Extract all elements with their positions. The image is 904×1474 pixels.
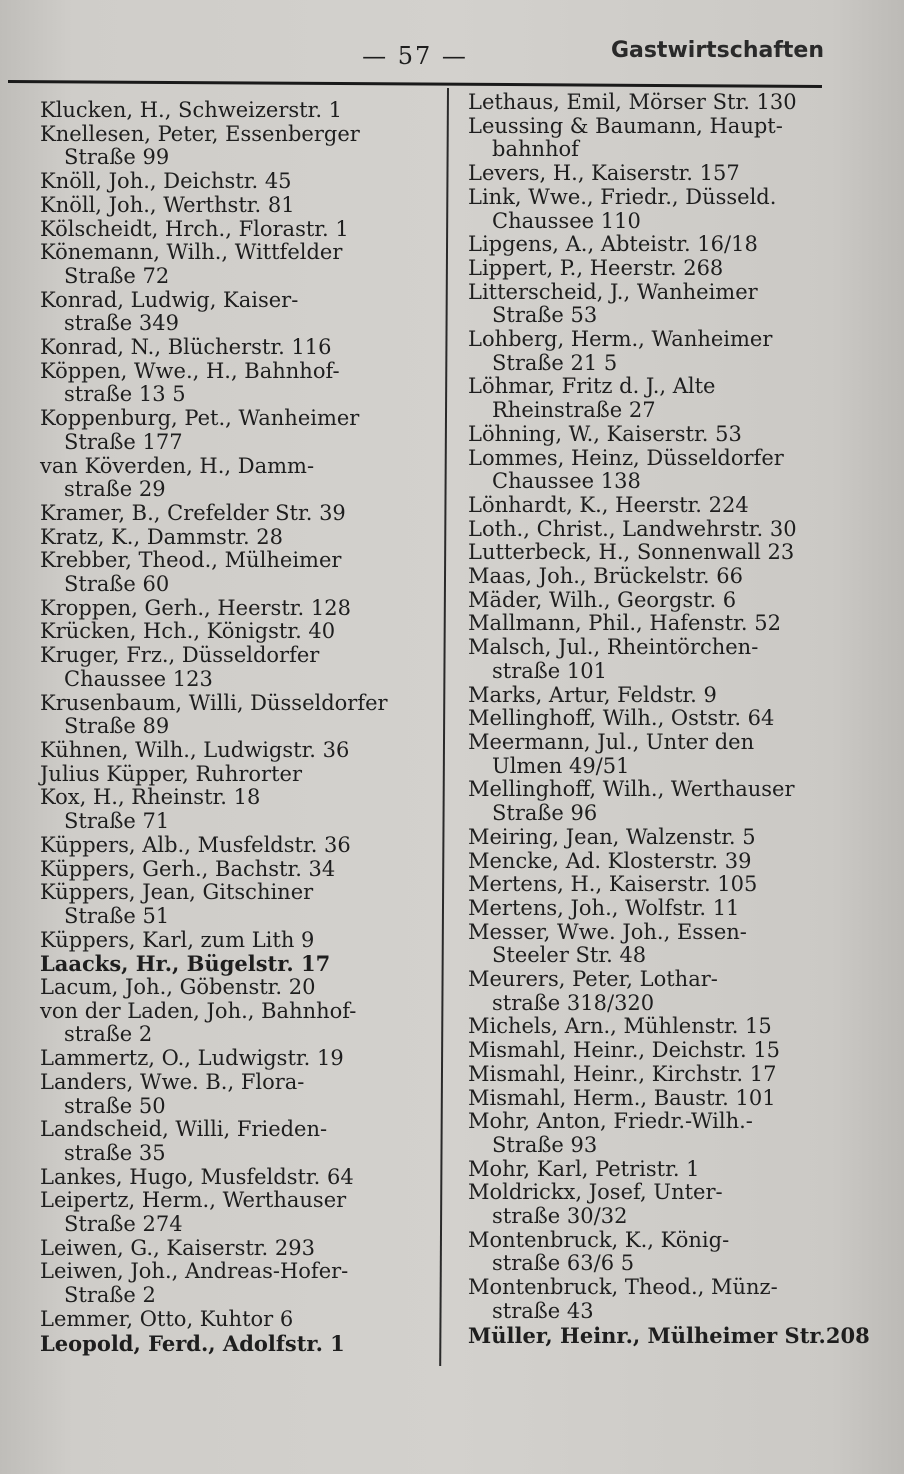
left-column [40,99,445,1355]
directory-entry-line: Konrad, N., Blücherstr. 116 [40,335,332,360]
entry-continuation-line: Straße 89 [64,714,170,739]
entry-continuation-line: straße 29 [64,477,166,502]
directory-entry-line: Mencke, Ad. Klosterstr. 39 [468,848,752,873]
entry-continuation-line: Straße 72 [64,263,170,288]
directory-entry-line: Litterscheid, J., Wanheimer [468,279,758,304]
directory-entry-line: von der Laden, Joh., Bahnhof- [40,998,357,1023]
directory-entry-line: Mohr, Anton, Friedr.-Wilh.- [468,1109,753,1134]
directory-entry-line: Moldrickx, Josef, Unter- [468,1180,723,1205]
directory-entry-line: Küppers, Karl, zum Lith 9 [40,927,315,952]
directory-entry-line: Landscheid, Willi, Frieden- [40,1117,328,1142]
directory-entry-line: Marks, Artur, Feldstr. 9 [468,682,717,707]
directory-entry-line: Leopold, Ferd., Adolfstr. 1 [40,1330,345,1356]
directory-entry-line: Krebber, Theod., Mülheimer [40,548,342,573]
directory-entry-line: Könemann, Wilh., Wittfelder [40,240,343,265]
directory-entry-line: Leipertz, Herm., Werthauser [40,1188,347,1213]
entry-continuation-line: Straße 2 [64,1283,156,1308]
directory-entry-line: Lönhardt, K., Heerstr. 224 [468,492,749,517]
entry-continuation-line: straße 349 [64,311,179,336]
directory-entry-line: Kroppen, Gerh., Heerstr. 128 [40,595,351,620]
directory-entry-line: Mismahl, Herm., Baustr. 101 [468,1085,776,1110]
directory-entry-line: Lipgens, A., Abteistr. 16/18 [468,232,758,257]
directory-entry-line: Koppenburg, Pet., Wanheimer [40,406,360,431]
directory-entry-line: Lohberg, Herm., Wanheimer [468,327,773,352]
entry-continuation-line: Steeler Str. 48 [492,943,647,968]
entry-continuation-line: Straße 274 [64,1212,183,1237]
right-column [468,91,868,1347]
directory-entry-line: Mismahl, Heinr., Deichstr. 15 [468,1038,781,1063]
entry-continuation-line: Straße 60 [64,572,170,597]
directory-entry-line: Kramer, B., Crefelder Str. 39 [40,500,346,525]
directory-entry-line: Mellinghoff, Wilh., Werthauser [468,777,795,802]
entry-continuation-line: straße 35 [64,1140,166,1165]
directory-entry-line: Klucken, H., Schweizerstr. 1 [40,98,343,122]
directory-entry-line: Lommes, Heinz, Düsseldorfer [468,445,784,470]
directory-entry-line: Maas, Joh., Brückelstr. 66 [468,564,743,589]
directory-entry-line: Leussing & Baumann, Haupt- [468,113,783,138]
directory-entry-line: Lammertz, O., Ludwigstr. 19 [40,1046,344,1071]
entry-continuation-line: Chaussee 138 [492,469,641,494]
directory-entry-line: Leiwen, Joh., Andreas-Hofer- [40,1259,349,1284]
directory-entry-line: Küppers, Alb., Musfeldstr. 36 [40,832,351,857]
directory-entry-line: Knöll, Joh., Deichstr. 45 [40,169,292,194]
entry-continuation-line: Straße 51 [64,903,170,928]
directory-entry-line: Mallmann, Phil., Hafenstr. 52 [468,611,781,636]
directory-entry-line: van Köverden, H., Damm- [40,453,315,478]
directory-entry-line: Lippert, P., Heerstr. 268 [468,255,724,280]
entry-continuation-line: Straße 177 [64,429,183,454]
directory-entry-line: Landers, Wwe. B., Flora- [40,1069,305,1094]
directory-entry-line: Leiwen, G., Kaiserstr. 293 [40,1235,315,1260]
directory-entry-line: Mismahl, Heinr., Kirchstr. 17 [468,1061,777,1086]
directory-entry-line: Meurers, Peter, Lothar- [468,967,718,992]
directory-entry-line: Mohr, Karl, Petristr. 1 [468,1156,700,1181]
entry-continuation-line: straße 63/6 5 [492,1251,635,1276]
entry-continuation-line: straße 101 [492,658,607,683]
directory-entry-line: Krücken, Hch., Königstr. 40 [40,619,336,644]
entry-continuation-line: Straße 93 [492,1132,598,1157]
directory-entry-line: Montenbruck, K., König- [468,1227,730,1252]
directory-entry-line: Löhmar, Fritz d. J., Alte [468,374,716,399]
directory-entry-line: Köppen, Wwe., H., Bahnhof- [40,358,340,383]
directory-entry-line: Laacks, Hr., Bügelstr. 17 [40,951,331,977]
directory-entry-line: Knellesen, Peter, Essenberger [40,121,360,146]
entry-continuation-line: Rheinstraße 27 [492,398,656,423]
entry-continuation-line: Chaussee 110 [492,208,641,233]
entry-continuation-line: Straße 21 5 [492,350,618,375]
directory-entry-line: Kölscheidt, Hrch., Florastr. 1 [40,216,349,241]
directory-entry-line: Lankes, Hugo, Musfeldstr. 64 [40,1164,354,1189]
directory-entry-line: Löhning, W., Kaiserstr. 53 [468,421,742,446]
directory-entry-line: Michels, Arn., Mühlenstr. 15 [468,1014,772,1039]
directory-entry-line: Müller, Heinr., Mülheimer Str.208 [468,1322,870,1348]
directory-entry-line: Mellinghoff, Wilh., Oststr. 64 [468,706,775,731]
entry-continuation-line: Straße 99 [64,145,170,170]
entry-continuation-line: straße 43 [492,1298,594,1323]
directory-entry-line: Mertens, H., Kaiserstr. 105 [468,872,758,897]
entry-continuation-line: Straße 96 [492,801,598,826]
header-rule [8,80,822,88]
section-heading: Gastwirtschaften [610,38,824,63]
directory-entry-line: Kruger, Frz., Düsseldorfer [40,643,320,668]
directory-entry-line: Kox, H., Rheinstr. 18 [40,785,261,810]
directory-entry-line: Lemmer, Otto, Kuhtor 6 [40,1306,294,1331]
entry-continuation-line: straße 30/32 [492,1204,628,1229]
entry-continuation-line: Chaussee 123 [64,666,213,691]
directory-entry-line: Mertens, Joh., Wolfstr. 11 [468,895,740,920]
directory-entry-line: Meiring, Jean, Walzenstr. 5 [468,824,756,849]
directory-entry-line: Küppers, Jean, Gitschiner [40,880,314,905]
entry-continuation-line: straße 13 5 [64,382,186,407]
directory-entry-line: Link, Wwe., Friedr., Düsseld. [468,184,777,209]
directory-entry-line: Kratz, K., Dammstr. 28 [40,524,284,549]
directory-entry-line: Montenbruck, Theod., Münz- [468,1275,778,1300]
directory-entry-line: Loth., Christ., Landwehrstr. 30 [468,516,797,541]
entry-continuation-line: Ulmen 49/51 [492,753,630,778]
directory-entry-line: Meermann, Jul., Unter den [468,729,755,754]
entry-continuation-line: straße 2 [64,1022,153,1047]
directory-entry-line: Mäder, Wilh., Georgstr. 6 [468,587,737,612]
entry-continuation-line: straße 318/320 [492,990,655,1015]
entry-continuation-line: bahnhof [492,137,579,162]
directory-entry-line: Messer, Wwe. Joh., Essen- [468,919,747,944]
directory-entry-line: Lethaus, Emil, Mörser Str. 130 [468,90,797,114]
directory-entry-line: Krusenbaum, Willi, Düsseldorfer [40,690,388,715]
entry-continuation-line: Straße 71 [64,809,170,834]
directory-entry-line: Julius Küpper, Ruhrorter [40,761,302,786]
directory-entry-line: Kühnen, Wilh., Ludwigstr. 36 [40,737,350,762]
directory-entry-line: Levers, H., Kaiserstr. 157 [468,161,740,186]
directory-entry-line: Malsch, Jul., Rheintörchen- [468,635,759,660]
directory-entry-line: Lutterbeck, H., Sonnenwall 23 [468,540,795,565]
entry-continuation-line: straße 50 [64,1093,166,1118]
page-number: — 57 — [362,42,468,70]
entry-continuation-line: Straße 53 [492,303,598,328]
directory-entry-line: Lacum, Joh., Göbenstr. 20 [40,975,316,1000]
directory-entry-line: Knöll, Joh., Werthstr. 81 [40,192,295,217]
directory-entry-line: Küppers, Gerh., Bachstr. 34 [40,856,336,881]
directory-entry-line: Konrad, Ludwig, Kaiser- [40,287,299,312]
